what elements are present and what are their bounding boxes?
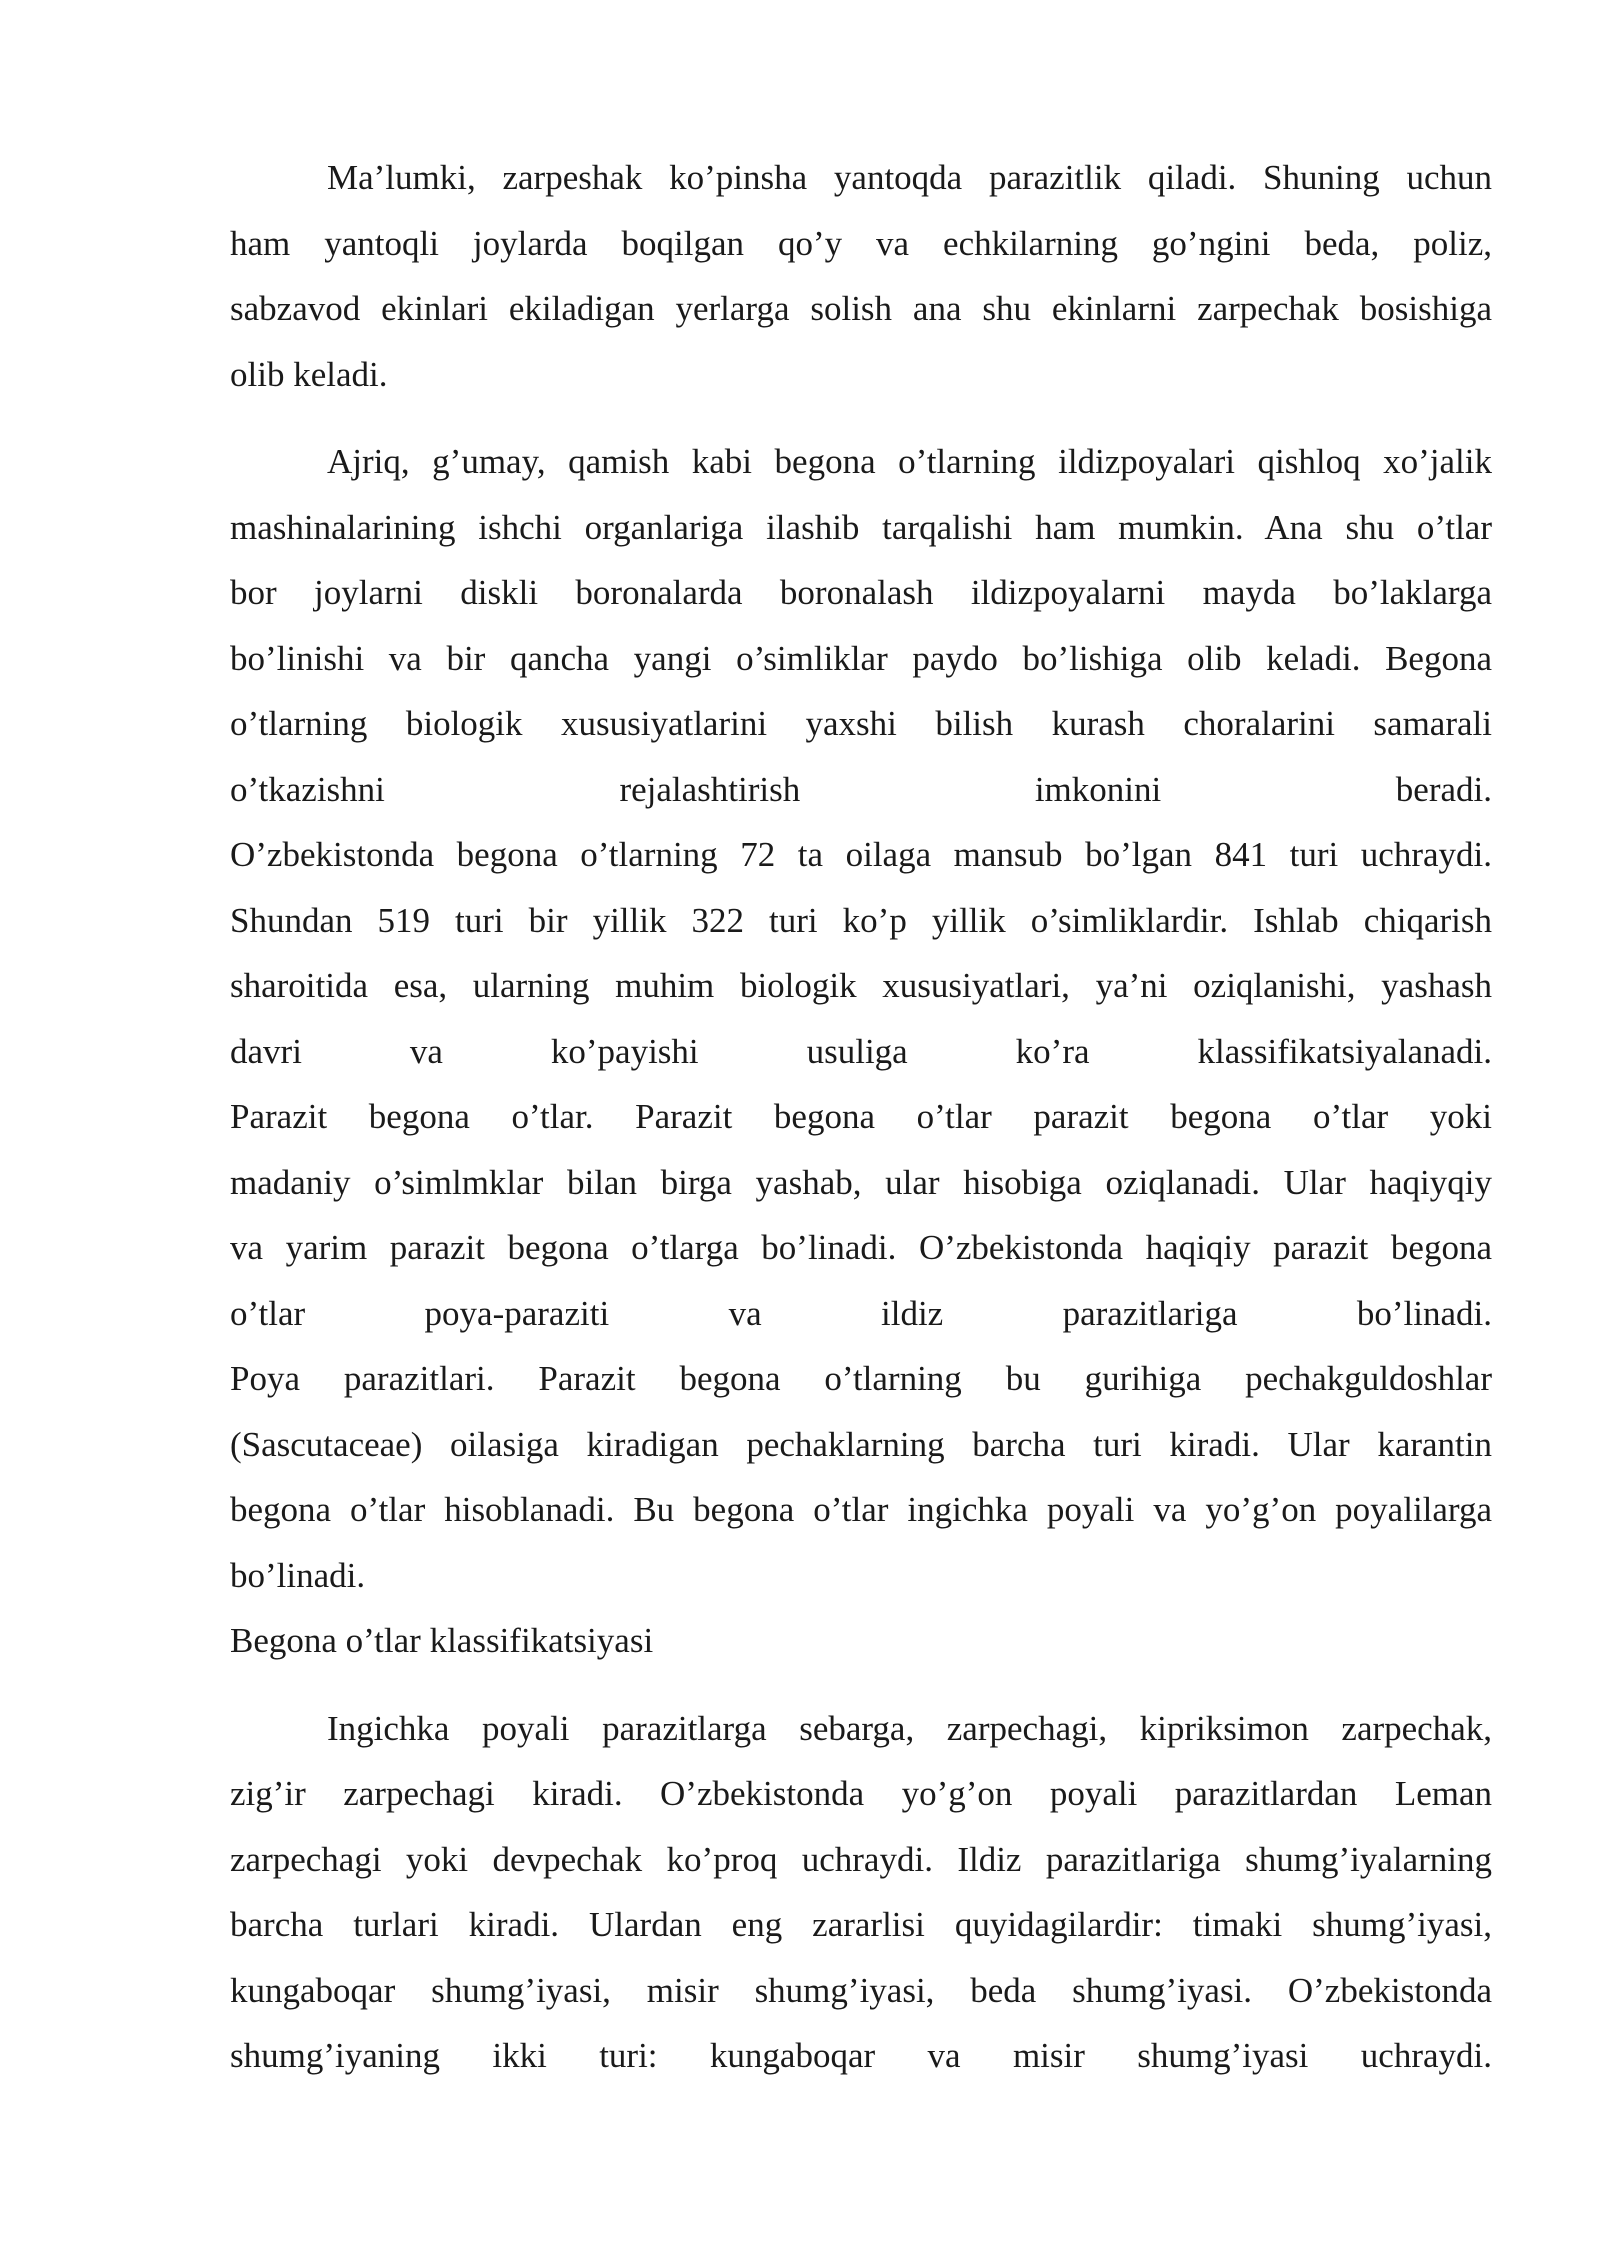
text-line: mashinalarining ishchi organlariga ilashib tarqalishi ham mumkin. Ana shu o’tlar [230,507,1492,547]
text-line: bor joylarni diskli boronalarda boronalash ildizpoyalarni mayda bo’laklarga [230,573,1492,612]
text-line: shumg’iyaning ikki turi: kungaboqar va misir shumg’iyasi uchraydi. [230,2036,1492,2075]
text-line: sharoitida esa, ularning muhim biologik xususiyatlari, ya’ni oziqlanishi, yashash [230,966,1492,1005]
text-line: o’tlar poya-paraziti va ildiz parazitlariga bo’linadi. [230,1293,1492,1333]
text-line: madaniy o’simlmklar bilan birga yashab, ular hisobiga oziqlanadi. Ular haqiyqiy [230,1162,1492,1202]
paragraph-1 [230,145,1492,407]
text-line: Ma’lumki, zarpeshak ko’pinsha yantoqda parazitlik qiladi. Shuning uchun [327,158,1492,197]
document-body [230,145,1492,2089]
text-line: va yarim parazit begona o’tlarga bo’linadi. O’zbekistonda haqiqiy parazit begona [230,1228,1492,1267]
text-line: zarpechagi yoki devpechak ko’proq uchraydi. Ildiz parazitlariga shumg’iyalarning [230,1839,1492,1879]
text-line: Shundan 519 turi bir yillik 322 turi ko’p yillik o’simliklardir. Ishlab chiqarish [230,900,1492,940]
text-line: davri va ko’payishi usuliga ko’ra klassifikatsiyalanadi. [230,1031,1492,1071]
text-line: sabzavod ekinlari ekiladigan yerlarga solish ana shu ekinlarni zarpechak bosishiga [230,289,1492,328]
paragraph-gap [230,1674,1492,1696]
text-line: ham yantoqli joylarda boqilgan qo’y va echkilarning go’ngini beda, poliz, [230,223,1492,263]
text-line: o’tlarning biologik xususiyatlarini yaxshi bilish kurash choralarini samarali [230,704,1492,743]
paragraph-gap [230,407,1492,429]
text-line: kungaboqar shumg’iyasi, misir shumg’iyasi, beda shumg’iyasi. O’zbekistonda [230,1970,1492,2010]
text-line: olib keladi. [230,354,388,394]
text-line: Poya parazitlari. Parazit begona o’tlarning bu gurihiga pechakguldoshlar [230,1359,1492,1398]
text-line: begona o’tlar hisoblanadi. Bu begona o’tlar ingichka poyali va yo’g’on poyalilarga [230,1490,1492,1529]
section-heading: Begona o’tlar klassifikatsiyasi [230,1621,654,1660]
text-line: Ajriq, g’umay, qamish kabi begona o’tlarning ildizpoyalari qishloq xo’jalik [327,442,1492,481]
text-line: Parazit begona o’tlar. Parazit begona o’tlar parazit begona o’tlar yoki [230,1097,1492,1136]
text-line: o’tkazishni rejalashtirish imkonini beradi. [230,769,1492,809]
text-line: bo’linadi. [230,1555,366,1595]
text-line: O’zbekistonda begona o’tlarning 72 ta oilaga mansub bo’lgan 841 turi uchraydi. [230,835,1492,874]
text-line: (Sascutaceae) oilasiga kiradigan pechaklarning barcha turi kiradi. Ular karantin [230,1424,1492,1464]
text-line: barcha turlari kiradi. Ulardan eng zararlisi quyidagilardir: timaki shumg’iyasi, [230,1905,1492,1944]
text-line: zig’ir zarpechagi kiradi. O’zbekistonda yo’g’on poyali parazitlardan Leman [230,1774,1492,1813]
paragraph-2 [230,429,1492,1674]
text-line: bo’linishi va bir qancha yangi o’simliklar paydo bo’lishiga olib keladi. Begona [230,638,1492,678]
text-line: Ingichka poyali parazitlarga sebarga, zarpechagi, kipriksimon zarpechak, [327,1708,1492,1748]
paragraph-3 [230,1696,1492,2089]
